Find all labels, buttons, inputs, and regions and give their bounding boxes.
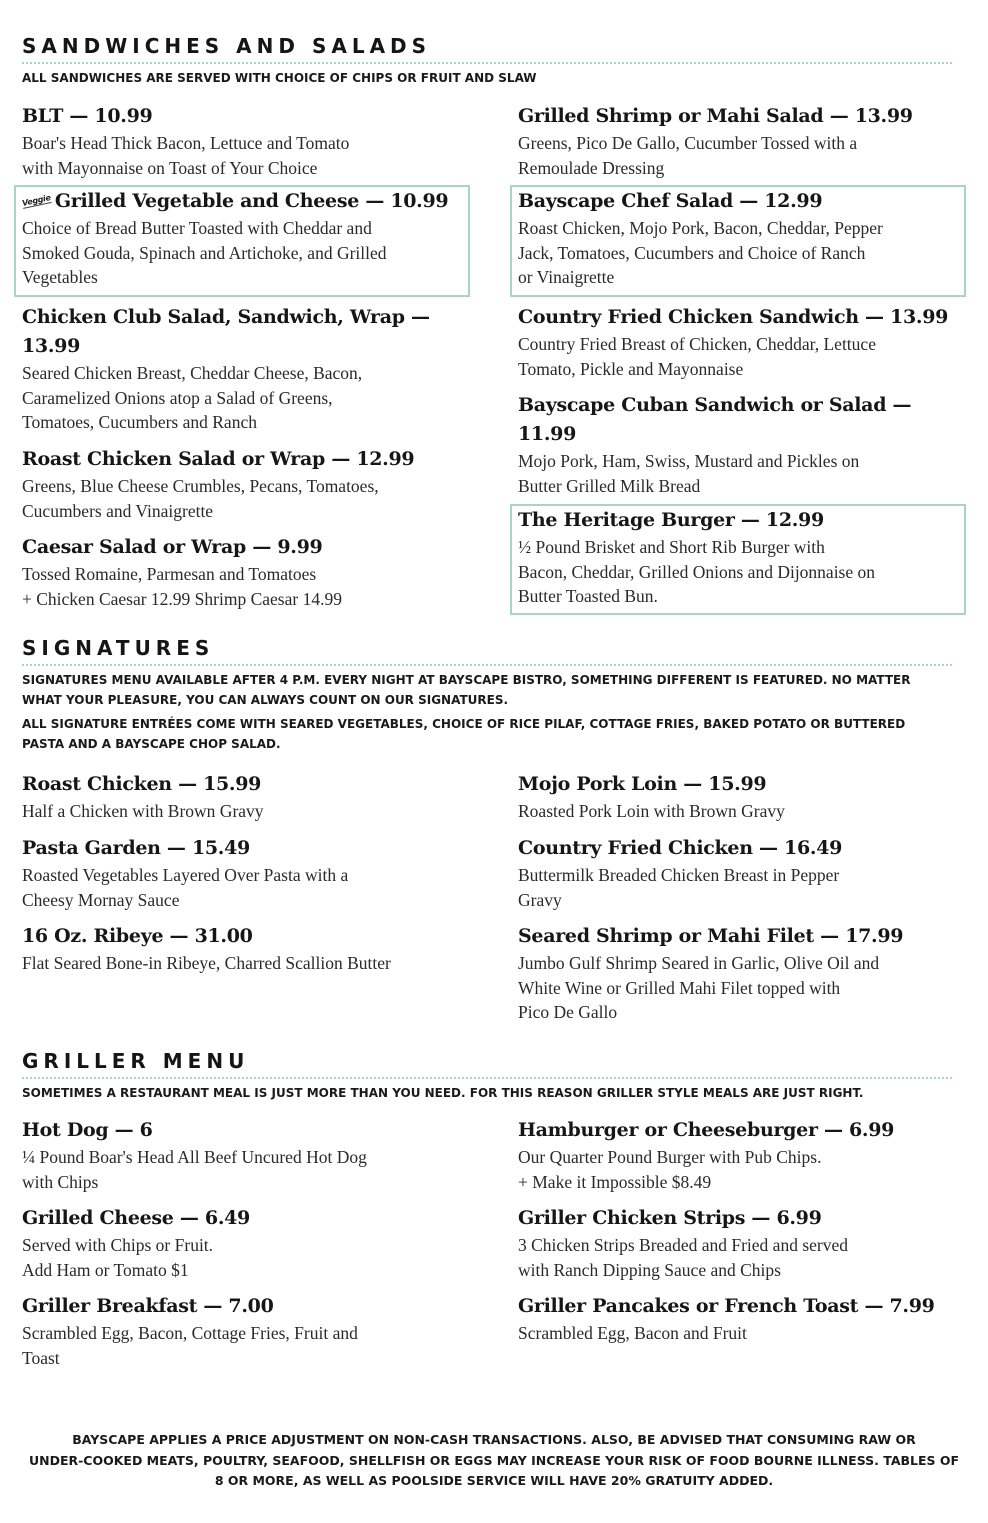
menu-item-caesar-salad — [22, 533, 452, 611]
menu-item-pasta-garden — [22, 834, 482, 912]
veggie-badge-icon: Veggie — [21, 193, 52, 208]
menu-item-hamburger-cheeseburger — [518, 1116, 958, 1194]
menu-item-griller-chicken-strips — [518, 1204, 958, 1282]
section-note: ALL SANDWICHES ARE SERVED WITH CHOICE OF CHIPS OR FRUIT AND SLAW — [22, 71, 537, 85]
item-description: Roasted Pork Loin with Brown Gravy — [518, 801, 785, 821]
menu-item-bayscape-chef-salad — [510, 185, 966, 297]
item-name: Roast Chicken Salad or Wrap — 12.99 — [22, 448, 415, 470]
item-name: Bayscape Chef Salad — 12.99 — [518, 190, 823, 212]
item-description: 3 Chicken Strips Breaded and Fried and served with Ranch Dipping Sauce and Chips — [518, 1235, 848, 1280]
menu-item-hot-dog — [22, 1116, 482, 1194]
menu-item-seared-shrimp-mahi — [518, 922, 958, 1025]
menu-item-country-fried-chicken-sandwich — [518, 303, 968, 381]
item-description: Roasted Vegetables Layered Over Pasta with a Cheesy Mornay Sauce — [22, 865, 349, 910]
menu-item-griller-breakfast — [22, 1292, 482, 1370]
item-description: Boar's Head Thick Bacon, Lettuce and Tomato with Mayonnaise on Toast of Your Choice — [22, 133, 350, 178]
item-description: Greens, Blue Cheese Crumbles, Pecans, Tomatoes, Cucumbers and Vinaigrette — [22, 476, 379, 521]
griller-header — [22, 1049, 952, 1103]
section-title: GRILLER MENU — [22, 1049, 250, 1073]
item-description: Half a Chicken with Brown Gravy — [22, 801, 264, 821]
item-name: The Heritage Burger — 12.99 — [518, 509, 824, 531]
item-name: Grilled Shrimp or Mahi Salad — 13.99 — [518, 105, 913, 127]
item-description: Tossed Romaine, Parmesan and Tomatoes + Chicken Caesar 12.99 Shrimp Caesar 14.99 — [22, 564, 342, 609]
item-description: Jumbo Gulf Shrimp Seared in Garlic, Olive Oil and White Wine or Grilled Mahi Filet topped with Pico De Gallo — [518, 953, 880, 1022]
menu-item-ribeye — [22, 922, 492, 976]
item-description: Choice of Bread Butter Toasted with Cheddar and Smoked Gouda, Spinach and Artichoke, and Grilled Vegetables — [22, 218, 387, 287]
item-name: Hamburger or Cheeseburger — 6.99 — [518, 1119, 895, 1141]
item-description: Mojo Pork, Ham, Swiss, Mustard and Pickles on Butter Grilled Milk Bread — [518, 451, 860, 496]
item-name: Country Fried Chicken Sandwich — 13.99 — [518, 306, 949, 328]
item-name: Roast Chicken — 15.99 — [22, 773, 262, 795]
menu-item-grilled-shrimp-mahi-salad — [518, 102, 958, 180]
item-name: BLT — 10.99 — [22, 105, 153, 127]
section-note: ALL SIGNATURE ENTRÉES COME WITH SEARED VEGETABLES, CHOICE OF RICE PILAF, COTTAGE FRIES, BAKED POTATO OR BUTTERED PASTA AND A BAYSCAPE CHOP SALAD. — [22, 717, 906, 751]
item-name: Griller Breakfast — 7.00 — [22, 1295, 274, 1317]
item-description: Scrambled Egg, Bacon, Cottage Fries, Fruit and Toast — [22, 1323, 358, 1368]
section-title: SIGNATURES — [22, 636, 215, 660]
menu-item-country-fried-chicken — [518, 834, 958, 912]
menu-item-chicken-club — [22, 303, 462, 435]
item-description: Country Fried Breast of Chicken, Cheddar, Lettuce Tomato, Pickle and Mayonnaise — [518, 334, 876, 379]
footer-disclaimer: BAYSCAPE APPLIES A PRICE ADJUSTMENT ON NON-CASH TRANSACTIONS. ALSO, BE ADVISED THAT CONSUMING RAW OR UNDER-COOKED MEATS, POULTRY, SEAFOOD, SHELLFISH OR EGGS MAY INCREASE YOUR RISK OF FOOD BOURNE ILLNESS. TABLES OF 8 OR MORE, AS WELL AS POOLSIDE SERVICE WILL HAVE 20% GRATUITY ADDED. — [28, 1432, 960, 1488]
item-name: Hot Dog — 6 — [22, 1119, 153, 1141]
sandwiches-header — [22, 34, 952, 88]
section-title: SANDWICHES AND SALADS — [22, 34, 432, 58]
signatures-header — [22, 636, 952, 754]
menu-item-roast-chicken — [22, 770, 482, 824]
item-description: Scrambled Egg, Bacon and Fruit — [518, 1323, 747, 1343]
item-description: Buttermilk Breaded Chicken Breast in Pepper Gravy — [518, 865, 840, 910]
section-divider — [22, 664, 952, 666]
menu-item-blt — [22, 102, 452, 180]
item-name: Mojo Pork Loin — 15.99 — [518, 773, 767, 795]
section-divider — [22, 62, 952, 64]
section-note: SIGNATURES MENU AVAILABLE AFTER 4 P.M. EVERY NIGHT AT BAYSCAPE BISTRO, SOMETHING DIFFERENT IS FEATURED. NO MATTER WHAT YOUR PLEASURE, YOU CAN ALWAYS COUNT ON OUR SIGNATURES. — [22, 673, 911, 707]
menu-item-roast-chicken-salad — [22, 445, 452, 523]
item-name: Chicken Club Salad, Sandwich, Wrap — 13.99 — [22, 306, 430, 357]
item-name: Grilled Cheese — 6.49 — [22, 1207, 250, 1229]
item-name: Pasta Garden — 15.49 — [22, 837, 250, 859]
menu-item-griller-pancakes — [518, 1292, 968, 1346]
section-divider — [22, 1077, 952, 1079]
menu-item-heritage-burger — [510, 504, 966, 615]
item-name: Grilled Vegetable and Cheese — 10.99 — [54, 190, 449, 212]
section-note: SOMETIMES A RESTAURANT MEAL IS JUST MORE THAN YOU NEED. FOR THIS REASON GRILLER STYLE MEALS ARE JUST RIGHT. — [22, 1086, 864, 1100]
item-description: Greens, Pico De Gallo, Cucumber Tossed with a Remoulade Dressing — [518, 133, 858, 178]
item-name: Bayscape Cuban Sandwich or Salad — 11.99 — [518, 394, 912, 445]
item-name: Griller Pancakes or French Toast — 7.99 — [518, 1295, 935, 1317]
item-name: Griller Chicken Strips — 6.99 — [518, 1207, 822, 1229]
item-name: Seared Shrimp or Mahi Filet — 17.99 — [518, 925, 904, 947]
item-name: Country Fried Chicken — 16.49 — [518, 837, 843, 859]
menu-item-mojo-pork-loin — [518, 770, 958, 824]
item-description: Served with Chips or Fruit. Add Ham or Tomato $1 — [22, 1235, 214, 1280]
item-description: Seared Chicken Breast, Cheddar Cheese, Bacon, Caramelized Onions atop a Salad of Greens, Tomatoes, Cucumbers and Ranch — [22, 363, 363, 432]
item-description: Flat Seared Bone-in Ribeye, Charred Scallion Butter — [22, 953, 391, 973]
item-name: 16 Oz. Ribeye — 31.00 — [22, 925, 253, 947]
item-name: Caesar Salad or Wrap — 9.99 — [22, 536, 323, 558]
item-description: ¼ Pound Boar's Head All Beef Uncured Hot Dog with Chips — [22, 1147, 367, 1192]
menu-item-grilled-cheese — [22, 1204, 482, 1282]
menu-item-grilled-vegetable-cheese — [14, 185, 470, 297]
item-description: Our Quarter Pound Burger with Pub Chips. + Make it Impossible $8.49 — [518, 1147, 822, 1192]
menu-item-bayscape-cuban — [518, 391, 958, 498]
item-description: ½ Pound Brisket and Short Rib Burger with Bacon, Cheddar, Grilled Onions and Dijonnaise on Butter Toasted Bun. — [518, 537, 876, 606]
item-description: Roast Chicken, Mojo Pork, Bacon, Cheddar, Pepper Jack, Tomatoes, Cucumbers and Choice of Ranch or Vinaigrette — [518, 218, 883, 287]
